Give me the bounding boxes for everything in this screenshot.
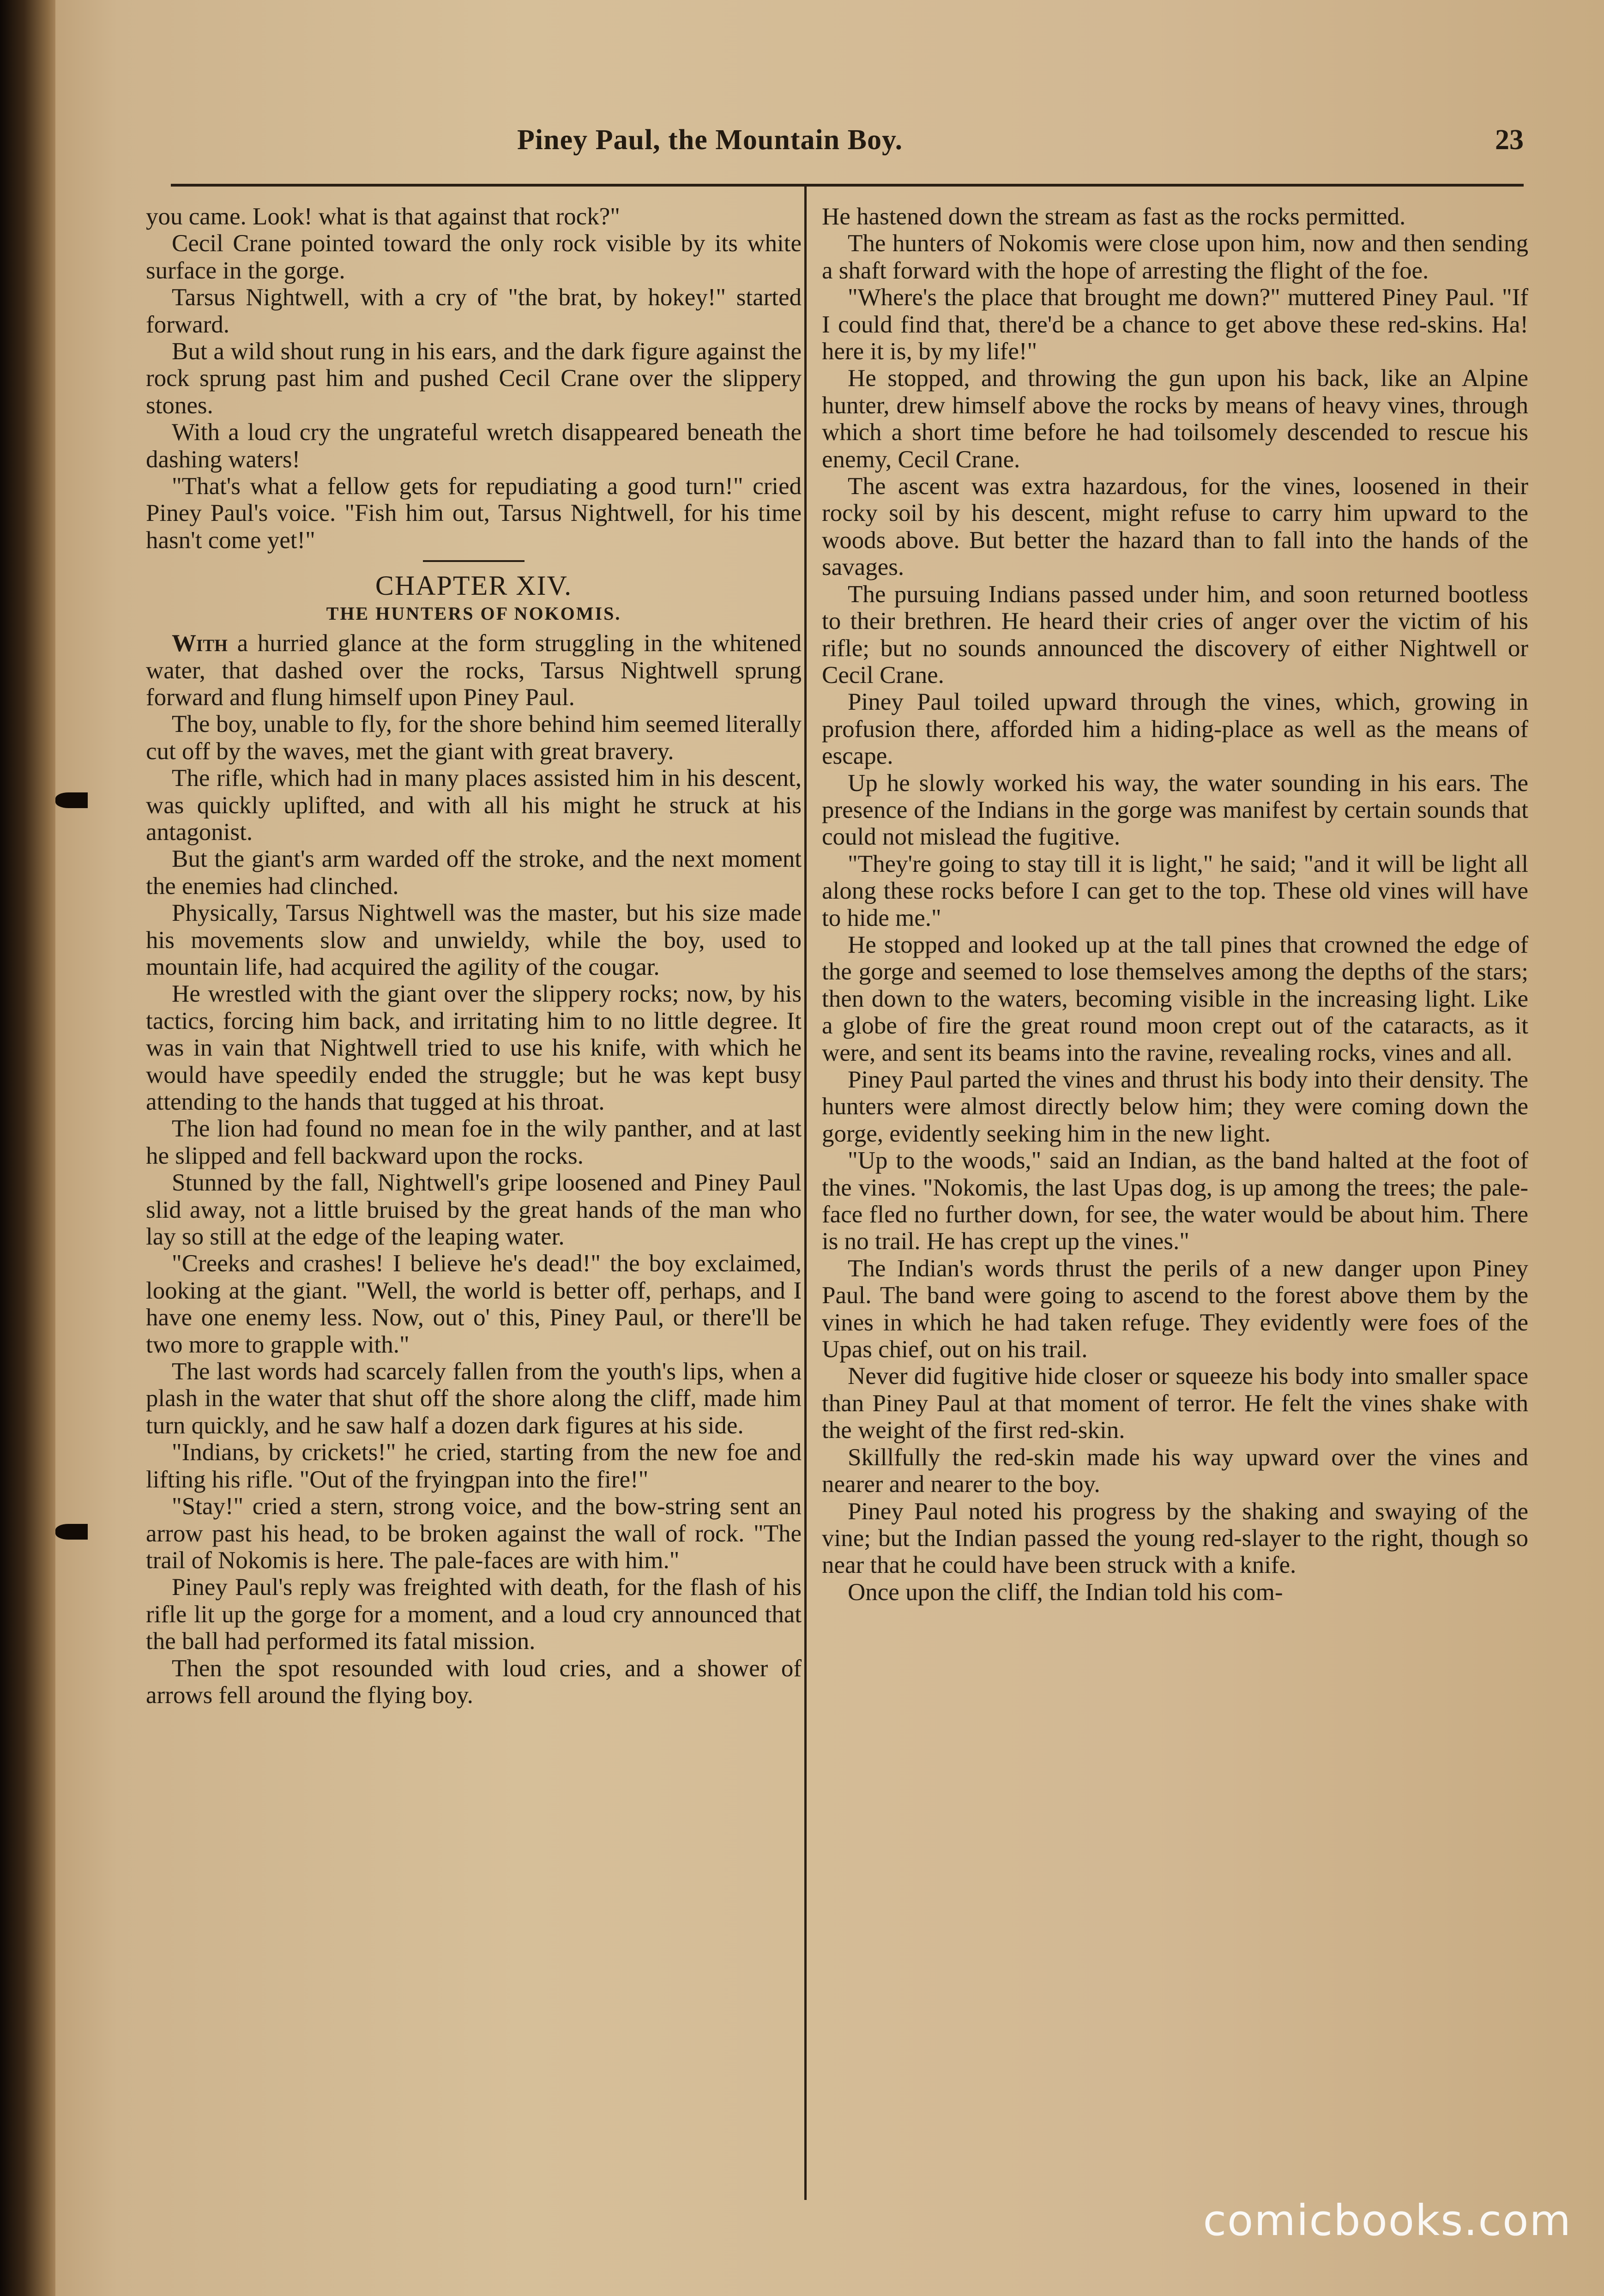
paragraph: "Indians, by crickets!" he cried, starting from the new foe and lifting his rifle. "Out of the fryingpan into the fire!" [146,1439,802,1493]
paragraph: "Where's the place that brought me down?" muttered Piney Paul. "If I could find that, there'd be a chance to get above these red-skins. Ha! here it is, by my life!" [822,284,1528,365]
paragraph: Piney Paul noted his progress by the shaking and swaying of the vine; but the Indian passed the young red-slayer to the right, though so near that he could have been struck with a knife. [822,1498,1528,1579]
chapter-divider-rule [423,560,525,562]
paragraph: The lion had found no mean foe in the wily panther, and at last he slipped and fell backward upon the rocks. [146,1115,802,1169]
running-header [517,124,1524,165]
paragraph: Physically, Tarsus Nightwell was the master, but his size made his movements slow and unwieldy, while the boy, used to mountain life, had acquired the agility of the cougar. [146,900,802,980]
paragraph: "Stay!" cried a stern, strong voice, and the bow-string sent an arrow past his head, to be broken against the wall of rock. "The trail of Nokomis is here. The pale-faces are with him." [146,1493,802,1574]
paragraph: The boy, unable to fly, for the shore behind him seemed literally cut off by the waves, met the giant with great bravery. [146,711,802,765]
paragraph: He hastened down the stream as fast as the rocks permitted. [822,203,1406,230]
book-page [55,0,1604,2296]
paragraph: "Creeks and crashes! I believe he's dead!" the boy exclaimed, looking at the giant. "Well, the world is better off, perhaps, and I have one enemy less. Now, out o' this, Piney Paul, or there'll be two more to grapple with." [146,1250,802,1358]
paragraph: Cecil Crane pointed toward the only rock visible by its white surface in the gorge. [146,230,802,284]
paragraph: Piney Paul's reply was freighted with death, for the flash of his rifle lit up the gorge for a moment, and a loud cry announced that the ball had performed its fatal mission. [146,1574,802,1655]
chapter-lead-word: With [172,630,228,657]
paragraph: Skillfully the red-skin made his way upward over the vines and nearer and nearer to the boy. [822,1444,1528,1498]
paragraph: But a wild shout rung in his ears, and the dark figure against the rock sprung past him and pushed Cecil Crane over the slippery stones. [146,338,802,419]
paragraph: He stopped and looked up at the tall pines that crowned the edge of the gorge and seemed to lose themselves among the depths of the stars; then down to the waters, becoming visible in the increasing light. Like a globe of fire the great round moon crept out of the cataracts, as it were, and sent its beams into the ravine, revealing rocks, vines and all. [822,931,1528,1066]
right-column [822,203,1528,1606]
paragraph: The pursuing Indians passed under him, and soon returned bootless to their brethren. He heard their cries of anger over the victim of his rifle; but no sounds announced the discovery of either Nightwell or Cecil Crane. [822,580,1528,689]
paragraph: "Up to the woods," said an Indian, as the band halted at the foot of the vines. "Nokomis, the last Upas dog, is up among the trees; the pale-face fled no further down, for see, the water would be about him. There is no trail. He has crept up the vines." [822,1147,1528,1255]
paragraph: The rifle, which had in many places assisted him in his descent, was quickly uplifted, and with all his might he struck at his antagonist. [146,765,802,846]
paragraph: you came. Look! what is that against that rock?" [146,203,620,230]
paragraph: "They're going to stay till it is light," he said; "and it will be light all along these rocks before I can get to the top. These old vines will have to hide me." [822,850,1528,931]
left-column [146,203,802,1709]
watermark: comicbooks.com [1203,2196,1572,2245]
chapter-title: CHAPTER XIV. [375,570,573,601]
running-title: Piney Paul, the Mountain Boy. [517,124,903,156]
paragraph: He stopped, and throwing the gun upon his back, like an Alpine hunter, drew himself above the rocks by means of heavy vines, through which a short time before he had toilsomely descended to rescue his enemy, Cecil Crane. [822,365,1528,473]
paragraph: Stunned by the fall, Nightwell's gripe loosened and Piney Paul slid away, not a little bruised by the great hands of the man who lay so still at the edge of the leaping water. [146,1169,802,1251]
paragraph: Never did fugitive hide closer or squeeze his body into smaller space than Piney Paul at that moment of terror. He felt the vines shake with the weight of the first red-skin. [822,1363,1528,1444]
binding-stitch-mark [55,1524,88,1540]
paragraph: Once upon the cliff, the Indian told his com- [848,1578,1283,1606]
chapter-opening-text: a hurried glance at the form struggling in the whitened water, that dashed over the rocks, Tarsus Nightwell sprung forward and flung himself upon Piney Paul. [146,630,802,711]
paragraph: The ascent was extra hazardous, for the vines, loosened in their rocky soil by his descent, might refuse to carry him upward to the woods above. But better the hazard than to fall into the hands of the savages. [822,473,1528,581]
chapter-subtitle: THE HUNTERS OF NOKOMIS. [326,603,621,624]
binding-stitch-mark [55,792,88,808]
book-gutter [0,0,60,2296]
column-divider [804,187,807,2200]
page-number: 23 [1495,124,1524,156]
paragraph: Piney Paul parted the vines and thrust his body into their density. The hunters were almost directly below him; they were coming down the gorge, evidently seeking him in the new light. [822,1066,1528,1147]
paragraph: Tarsus Nightwell, with a cry of "the brat, by hokey!" started forward. [146,284,802,338]
paragraph: The Indian's words thrust the perils of a new danger upon Piney Paul. The band were going to ascend to the forest above them by the vines in which he had taken refuge. They evidently were foes of the Upas chief, out on his trail. [822,1255,1528,1363]
paragraph: The last words had scarcely fallen from the youth's lips, when a plash in the water that shut off the shore along the cliff, made him turn quickly, and he saw half a dozen dark figures at his side. [146,1358,802,1439]
chapter-opening-paragraph [146,630,802,711]
paragraph: The hunters of Nokomis were close upon him, now and then sending a shaft forward with the hope of arresting the flight of the foe. [822,230,1528,284]
paragraph: Then the spot resounded with loud cries, and a shower of arrows fell around the flying boy. [146,1655,802,1709]
header-rule [171,184,1524,187]
paragraph: With a loud cry the ungrateful wretch disappeared beneath the dashing waters! [146,419,802,473]
paragraph: "That's what a fellow gets for repudiating a good turn!" cried Piney Paul's voice. "Fish him out, Tarsus Nightwell, for his time hasn't come yet!" [146,473,802,554]
paragraph: He wrestled with the giant over the slippery rocks; now, by his tactics, forcing him back, and irritating him to no little degree. It was in vain that Nightwell tried to use his knife, with which he would have speedily ended the struggle; but he was kept busy attending to the hands that tugged at his throat. [146,980,802,1115]
paragraph: Piney Paul toiled upward through the vines, which, growing in profusion there, afforded him a hiding-place as well as the means of escape. [822,689,1528,770]
paragraph: But the giant's arm warded off the stroke, and the next moment the enemies had clinched. [146,846,802,900]
paragraph: Up he slowly worked his way, the water sounding in his ears. The presence of the Indians in the gorge was manifest by certain sounds that could not mislead the fugitive. [822,769,1528,851]
